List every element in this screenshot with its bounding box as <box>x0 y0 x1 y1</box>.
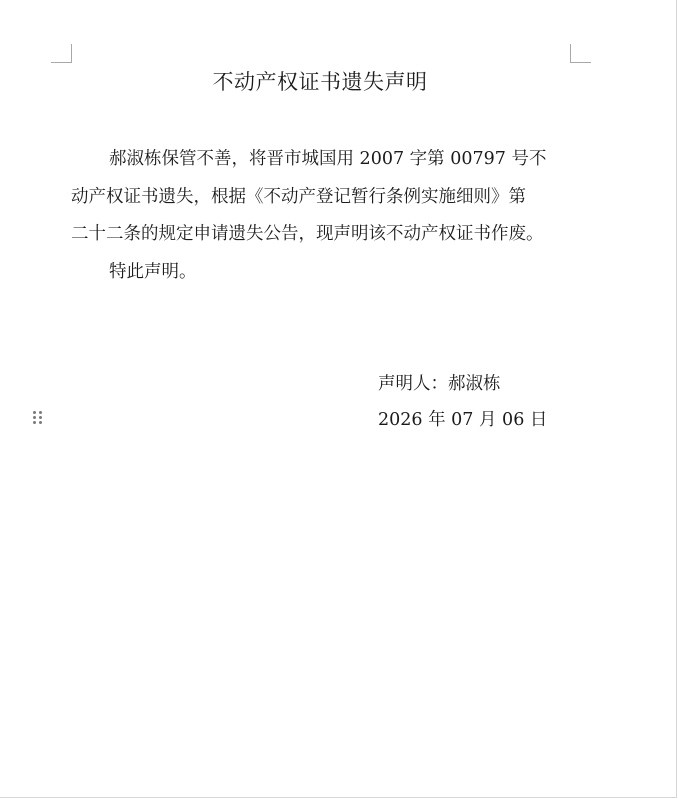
body-line[interactable]: 二十二条的规定申请遗失公告，现声明该不动产权证书作废。 <box>71 224 544 244</box>
document-title[interactable]: 不动产权证书遗失声明 <box>212 70 428 94</box>
top-right-margin-mark <box>570 44 591 63</box>
closing-line[interactable]: 特此声明。 <box>109 261 197 282</box>
top-left-margin-mark <box>51 44 72 63</box>
date-line[interactable]: 2026 年 07 月 06 日 <box>378 410 548 430</box>
drag-handle-icon[interactable] <box>33 411 43 427</box>
declarant-line[interactable]: 声明人：郝淑栋 <box>378 374 501 394</box>
body-line[interactable]: 郝淑栋保管不善，将晋市城国用 2007 字第 00797 号不 <box>109 149 547 169</box>
body-line[interactable]: 动产权证书遗失，根据《不动产登记暂行条例实施细则》第 <box>71 186 526 207</box>
document-body[interactable] <box>71 141 591 291</box>
